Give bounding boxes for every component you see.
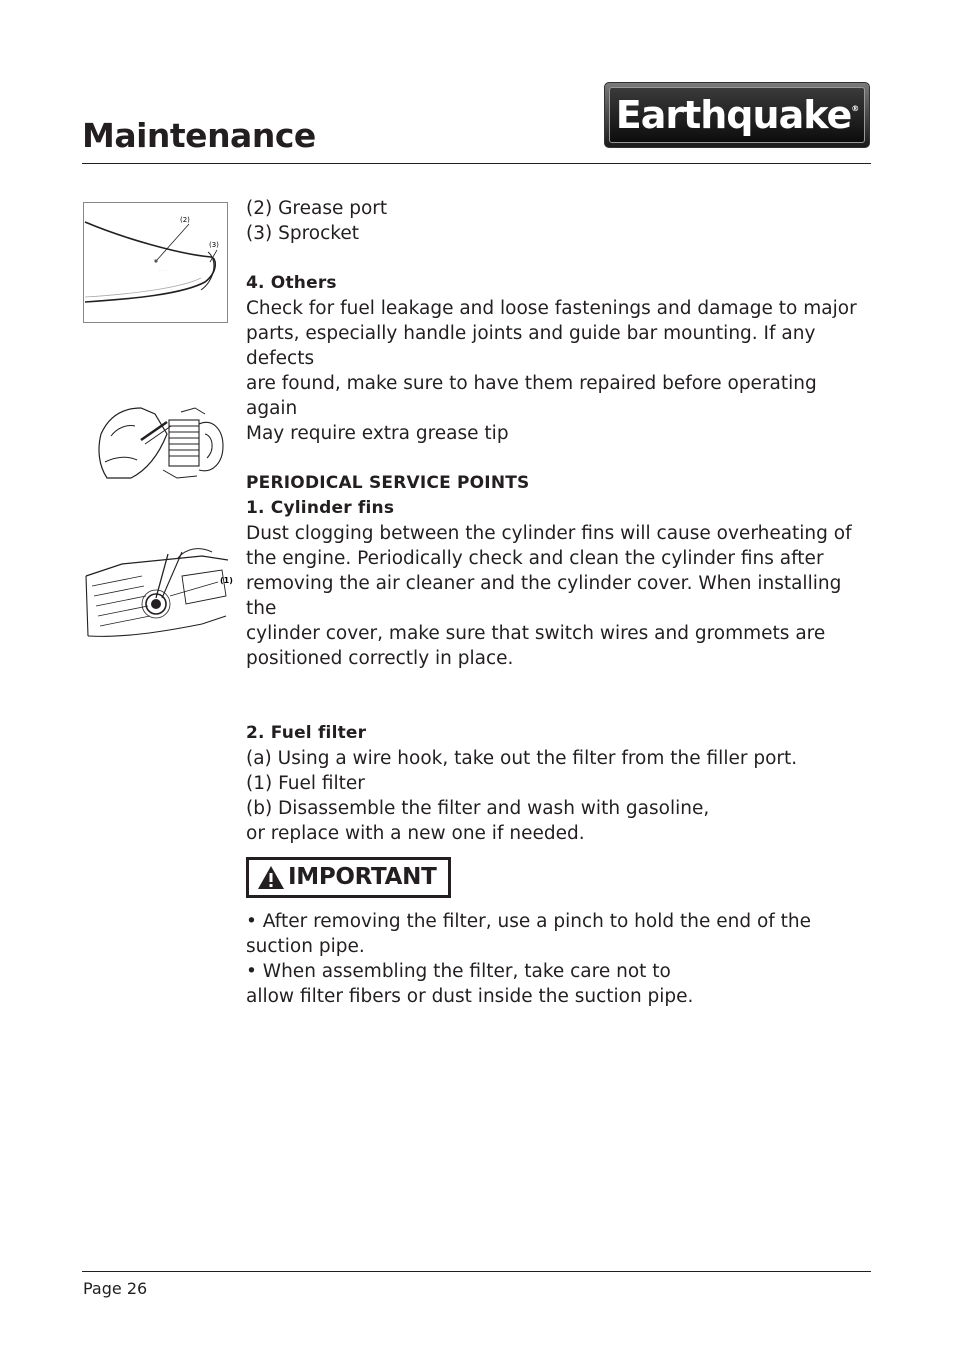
text-line: (3) Sprocket [246,223,359,244]
section-heading-others: 4. Others [246,273,337,293]
section-heading-cylinder-fins: 1. Cylinder fins [246,498,395,518]
bar-faint-marking: · · · [159,268,167,274]
content-column [246,196,866,1009]
text-line: or replace with a new one if needed. [246,823,585,844]
page-title: Maintenance [82,116,316,155]
text-line: parts, especially handle joints and guide bar mounting. If any defects [246,323,816,369]
text-line: suction pipe. [246,936,365,957]
text-line: • After removing the filter, use a pinch to hold the end of the [246,911,812,932]
important-box [246,857,451,898]
logo-wordmark [609,87,865,143]
logo-text: Earthquake [615,93,852,137]
text-line: allow filter fibers or dust inside the suction pipe. [246,986,694,1007]
section-heading-periodical: PERIODICAL SERVICE POINTS [246,473,530,493]
fuel-filter-figure [82,546,234,642]
cylinder-fins-figure [97,404,229,482]
text-line: positioned correctly in place. [246,648,514,669]
text-line: (2) Grease port [246,198,388,219]
text-line: May require extra grease tip [246,423,509,444]
header-rule [82,163,871,164]
text-line: Dust clogging between the cylinder fins will cause overheating of [246,523,852,544]
section-heading-fuel-filter: 2. Fuel filter [246,723,367,743]
important-label: IMPORTANT [288,864,437,890]
text-line: (b) Disassemble the filter and wash with gasoline, [246,798,710,819]
registered-mark: ® [851,103,859,113]
text-line: cylinder cover, make sure that switch wires and grommets are [246,623,826,644]
text-line: removing the air cleaner and the cylinder cover. When installing the [246,573,842,619]
guide-bar-figure [83,202,228,323]
text-line: (1) Fuel filter [246,773,365,794]
text-line: are found, make sure to have them repaired before operating again [246,373,817,419]
text-line: (a) Using a wire hook, take out the filter from the filler port. [246,748,798,769]
label-grease-port: (2) [180,216,190,224]
earthquake-logo [604,82,870,148]
text-line: the engine. Periodically check and clean the cylinder fins after [246,548,824,569]
footer-rule [82,1271,871,1272]
label-fuel-filter: (1) [220,576,233,585]
text-line: Check for fuel leakage and loose fastenings and damage to major [246,298,857,319]
warning-icon [257,865,285,890]
label-sprocket: (3) [209,241,219,249]
text-line: • When assembling the filter, take care not to [246,961,671,982]
page-number: Page 26 [83,1279,148,1298]
